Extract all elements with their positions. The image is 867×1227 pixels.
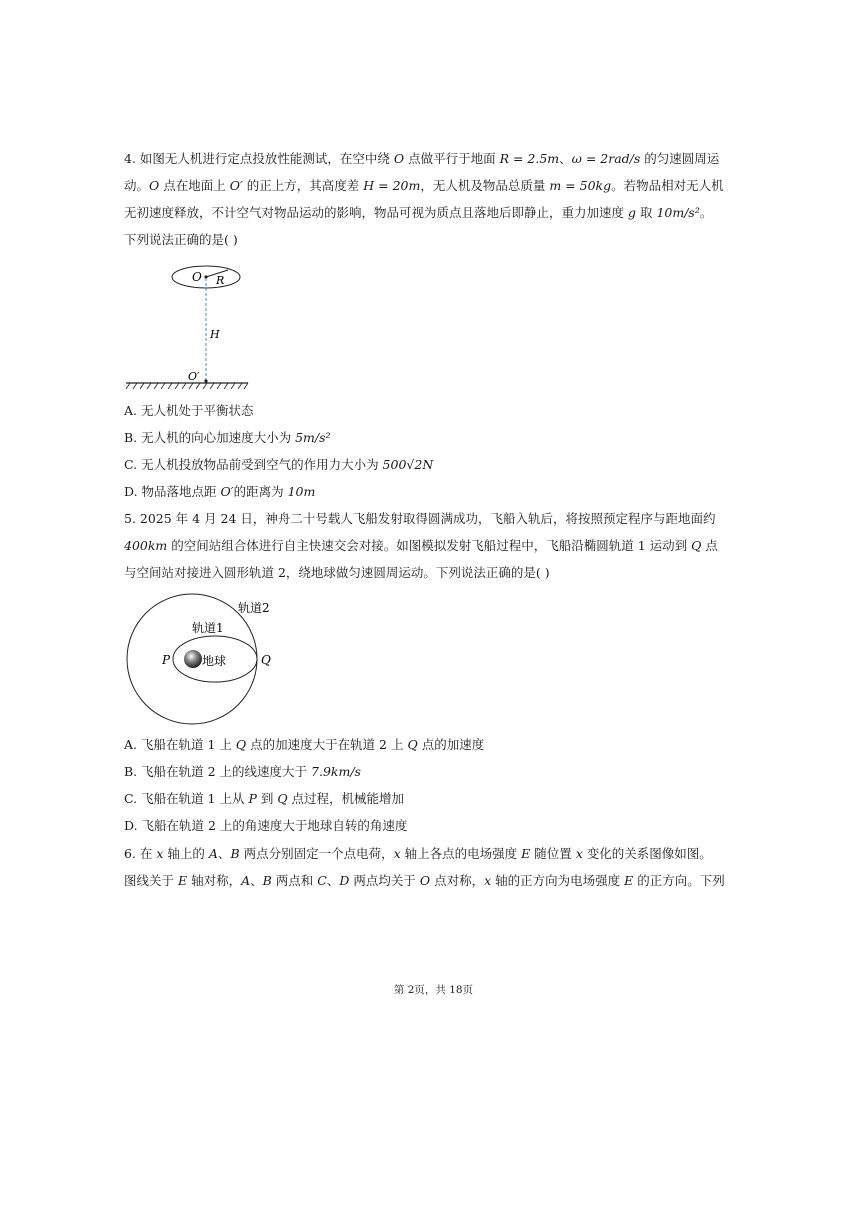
- ground-point-O-prime: [204, 379, 207, 382]
- label-Q: Q: [261, 653, 271, 667]
- q6-line-2: 图线关于 E 轴对称，A、B 两点和 C、D 两点均关于 O 点对称，x 轴的正方向为电场强度 E 的正方向。下列: [124, 873, 725, 888]
- q4-option-a: A. 无人机处于平衡状态: [124, 403, 254, 418]
- q5-option-c: C. 飞船在轨道 1 上从 P 到 Q 点过程，机械能增加: [124, 791, 405, 806]
- label-O-prime: O′: [188, 370, 200, 383]
- q4-line-1: 4. 如图无人机进行定点投放性能测试，在空中绕 O 点做平行于地面 R = 2.5m、ω = 2rad/s 的匀速圆周运: [124, 151, 720, 166]
- q5-line-1: 5. 2025 年 4 月 24 日，神舟二十号载人飞船发射取得圆满成功，飞船入轨后，将按照预定程序与距地面约: [124, 511, 716, 526]
- q5-line-3: 与空间站对接进入圆形轨道 2，绕地球做匀速圆周运动。下列说法正确的是( ): [124, 565, 550, 580]
- q5-option-b: B. 飞船在轨道 2 上的线速度大于 7.9km/s: [124, 764, 361, 779]
- q4-drone-figure: [120, 260, 260, 395]
- q4-line-3: 无初速度释放，不计空气对物品运动的影响，物品可视为质点且落地后即静止，重力加速度 g 取 10m/s²。: [124, 205, 713, 220]
- q4-option-b: B. 无人机的向心加速度大小为 5m/s²: [124, 430, 331, 445]
- ground-hatching: [126, 383, 248, 389]
- q4-option-d: D. 物品落地点距 O′的距离为 10m: [124, 484, 316, 499]
- q4-line-2: 动。O 点在地面上 O′ 的正上方，其高度差 H = 20m，无人机及物品总质量 m = 50kg。若物品相对无人机: [124, 178, 724, 193]
- q4-line-4: 下列说法正确的是( ): [124, 232, 238, 247]
- q5-orbit-figure: [120, 592, 285, 727]
- q6-line-1: 6. 在 x 轴上的 A、B 两点分别固定一个点电荷，x 轴上各点的电场强度 E 随位置 x 变化的关系图像如图。: [124, 846, 712, 861]
- q4-option-c: C. 无人机投放物品前受到空气的作用力大小为 500√2N: [124, 457, 434, 472]
- label-H: H: [210, 328, 220, 341]
- label-earth: 地球: [202, 654, 227, 668]
- label-O: O: [192, 270, 202, 284]
- label-orbit-1: 轨道1: [192, 621, 224, 635]
- q5-option-d: D. 飞船在轨道 2 上的角速度大于地球自转的角速度: [124, 818, 408, 833]
- earth-icon: [184, 650, 202, 668]
- q5-line-2: 400km 的空间站组合体进行自主快速交会对接。如图模拟发射飞船过程中，飞船沿椭圆轨道 1 运动到 Q 点: [124, 538, 718, 553]
- q5-option-a: A. 飞船在轨道 1 上 Q 点的加速度大于在轨道 2 上 Q 点的加速度: [124, 737, 485, 752]
- label-orbit-2: 轨道2: [238, 601, 270, 615]
- page-footer: 第 2页，共 18页: [393, 984, 474, 996]
- label-P: P: [162, 653, 171, 667]
- label-R: R: [216, 274, 225, 287]
